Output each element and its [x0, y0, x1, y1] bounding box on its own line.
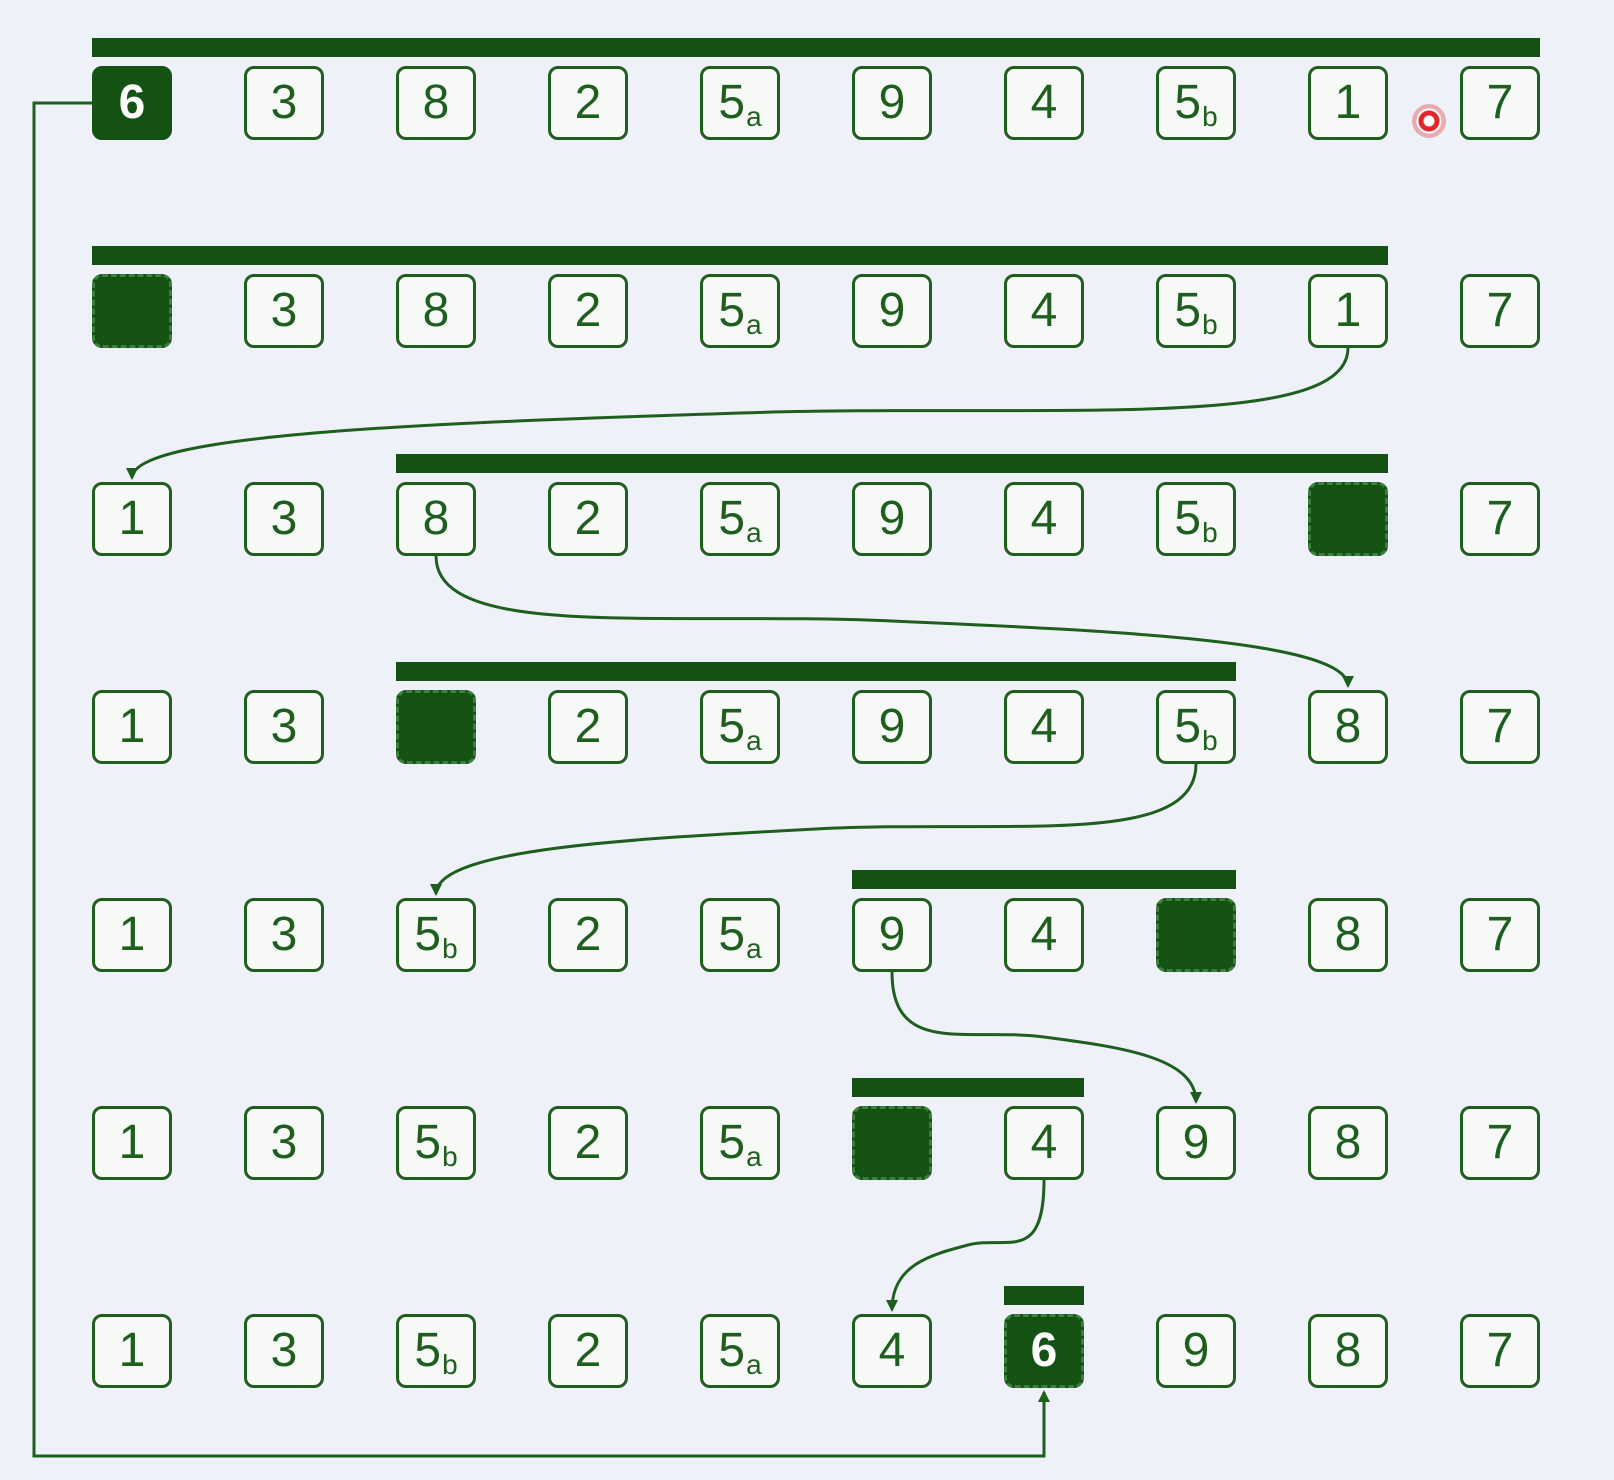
element-value: 5: [414, 908, 442, 961]
empty-slot: [1308, 482, 1388, 556]
array-element: [548, 898, 628, 972]
element-value: 7: [1486, 76, 1514, 129]
array-element: [852, 482, 932, 556]
element-value: 4: [1030, 1116, 1058, 1169]
array-element: [1460, 1106, 1540, 1180]
array-element: [1156, 1314, 1236, 1388]
array-element: [396, 898, 476, 972]
array-element: [1004, 1314, 1084, 1388]
array-element: [396, 1106, 476, 1180]
array-element: [548, 66, 628, 140]
array-element: [1308, 66, 1388, 140]
element-value: 9: [878, 76, 906, 129]
element-value: 3: [270, 700, 298, 753]
element-value: 6: [1030, 1324, 1058, 1377]
element-value: 4: [1030, 700, 1058, 753]
array-element: [700, 482, 780, 556]
element-value: 6: [118, 76, 146, 129]
element-subscript: b: [1202, 725, 1218, 756]
partition-range-bar: [1004, 1286, 1084, 1305]
element-value: 2: [574, 76, 602, 129]
element-value: 3: [270, 284, 298, 337]
array-element: [1308, 274, 1388, 348]
array-element: [852, 274, 932, 348]
element-subscript: a: [746, 101, 762, 132]
element-subscript: a: [746, 725, 762, 756]
element-value: 7: [1486, 1116, 1514, 1169]
partition-range-bar: [92, 246, 1388, 265]
element-value: 8: [1334, 1324, 1362, 1377]
array-element: [1156, 1106, 1236, 1180]
element-value: 1: [118, 1324, 146, 1377]
array-element: [1460, 274, 1540, 348]
cursor-highlight-icon: [1412, 104, 1446, 138]
element-value: 5: [718, 1324, 746, 1377]
empty-slot: [92, 274, 172, 348]
element-value: 9: [1182, 1116, 1210, 1169]
partition-range-bar: [852, 870, 1236, 889]
array-element: [244, 274, 324, 348]
array-element: [1460, 690, 1540, 764]
array-element: [1308, 898, 1388, 972]
element-value: 9: [1182, 1324, 1210, 1377]
partition-range-bar: [92, 38, 1540, 57]
element-value: 1: [118, 908, 146, 961]
element-value: 7: [1486, 492, 1514, 545]
element-subscript: b: [442, 1349, 458, 1380]
array-element: [396, 1314, 476, 1388]
element-value: 5: [1174, 700, 1202, 753]
array-element: [1156, 66, 1236, 140]
element-value: 9: [878, 700, 906, 753]
array-element: [1156, 690, 1236, 764]
array-element: [396, 274, 476, 348]
array-element: [700, 1314, 780, 1388]
element-subscript: a: [746, 933, 762, 964]
array-element: [1004, 482, 1084, 556]
array-element: [244, 898, 324, 972]
element-subscript: a: [746, 1349, 762, 1380]
empty-slot: [396, 690, 476, 764]
array-element: [244, 482, 324, 556]
element-value: 8: [422, 284, 450, 337]
element-value: 5: [718, 908, 746, 961]
array-element: [1308, 690, 1388, 764]
array-element: [1460, 66, 1540, 140]
array-element: [548, 1106, 628, 1180]
array-element: [548, 690, 628, 764]
array-element: [1460, 898, 1540, 972]
element-value: 8: [1334, 700, 1362, 753]
element-subscript: b: [442, 1141, 458, 1172]
element-value: 5: [414, 1324, 442, 1377]
element-value: 9: [878, 284, 906, 337]
array-element: [244, 690, 324, 764]
partition-range-bar: [396, 454, 1388, 473]
array-element: [852, 898, 932, 972]
element-value: 5: [1174, 492, 1202, 545]
element-value: 2: [574, 1324, 602, 1377]
element-value: 5: [718, 284, 746, 337]
element-value: 5: [1174, 284, 1202, 337]
array-element: [548, 1314, 628, 1388]
array-element: [92, 66, 172, 140]
element-subscript: a: [746, 1141, 762, 1172]
element-value: 1: [118, 700, 146, 753]
element-value: 5: [718, 492, 746, 545]
element-value: 2: [574, 492, 602, 545]
element-value: 8: [422, 76, 450, 129]
array-element: [852, 690, 932, 764]
array-element: [92, 1314, 172, 1388]
array-element: [700, 898, 780, 972]
element-value: 1: [1334, 284, 1362, 337]
element-value: 2: [574, 284, 602, 337]
element-subscript: b: [1202, 309, 1218, 340]
element-value: 2: [574, 700, 602, 753]
element-value: 5: [718, 700, 746, 753]
element-value: 8: [1334, 908, 1362, 961]
array-element: [1004, 1106, 1084, 1180]
array-element: [852, 66, 932, 140]
element-value: 4: [1030, 284, 1058, 337]
element-value: 4: [1030, 908, 1058, 961]
element-value: 5: [1174, 76, 1202, 129]
array-element: [1460, 482, 1540, 556]
array-element: [1156, 274, 1236, 348]
array-element: [700, 690, 780, 764]
element-value: 2: [574, 1116, 602, 1169]
array-element: [1308, 1106, 1388, 1180]
array-element: [1004, 274, 1084, 348]
element-value: 3: [270, 492, 298, 545]
array-element: [92, 482, 172, 556]
array-element: [1004, 690, 1084, 764]
element-value: 7: [1486, 908, 1514, 961]
element-value: 7: [1486, 284, 1514, 337]
array-element: [92, 898, 172, 972]
element-value: 7: [1486, 1324, 1514, 1377]
element-subscript: b: [1202, 101, 1218, 132]
partition-range-bar: [852, 1078, 1084, 1097]
element-value: 7: [1486, 700, 1514, 753]
element-value: 1: [1334, 76, 1362, 129]
array-element: [700, 274, 780, 348]
array-element: [92, 1106, 172, 1180]
element-value: 5: [718, 76, 746, 129]
array-element: [548, 274, 628, 348]
array-element: [92, 690, 172, 764]
element-value: 5: [414, 1116, 442, 1169]
array-element: [548, 482, 628, 556]
element-value: 8: [422, 492, 450, 545]
element-value: 5: [718, 1116, 746, 1169]
array-element: [244, 1314, 324, 1388]
partition-range-bar: [396, 662, 1236, 681]
element-value: 1: [118, 1116, 146, 1169]
element-value: 4: [1030, 76, 1058, 129]
array-element: [700, 1106, 780, 1180]
element-value: 4: [1030, 492, 1058, 545]
array-element: [700, 66, 780, 140]
element-value: 3: [270, 908, 298, 961]
element-value: 3: [270, 1116, 298, 1169]
element-value: 8: [1334, 1116, 1362, 1169]
element-value: 3: [270, 76, 298, 129]
empty-slot: [852, 1106, 932, 1180]
element-value: 2: [574, 908, 602, 961]
array-element: [396, 66, 476, 140]
array-element: [1004, 66, 1084, 140]
array-element: [244, 66, 324, 140]
element-value: 1: [118, 492, 146, 545]
array-element: [1308, 1314, 1388, 1388]
array-element: [1004, 898, 1084, 972]
empty-slot: [1156, 898, 1236, 972]
array-element: [1156, 482, 1236, 556]
element-subscript: a: [746, 309, 762, 340]
element-value: 9: [878, 908, 906, 961]
element-subscript: a: [746, 517, 762, 548]
array-element: [244, 1106, 324, 1180]
element-value: 4: [878, 1324, 906, 1377]
array-element: [852, 1314, 932, 1388]
array-element: [396, 482, 476, 556]
element-subscript: b: [442, 933, 458, 964]
element-value: 3: [270, 1324, 298, 1377]
element-value: 9: [878, 492, 906, 545]
element-subscript: b: [1202, 517, 1218, 548]
array-element: [1460, 1314, 1540, 1388]
